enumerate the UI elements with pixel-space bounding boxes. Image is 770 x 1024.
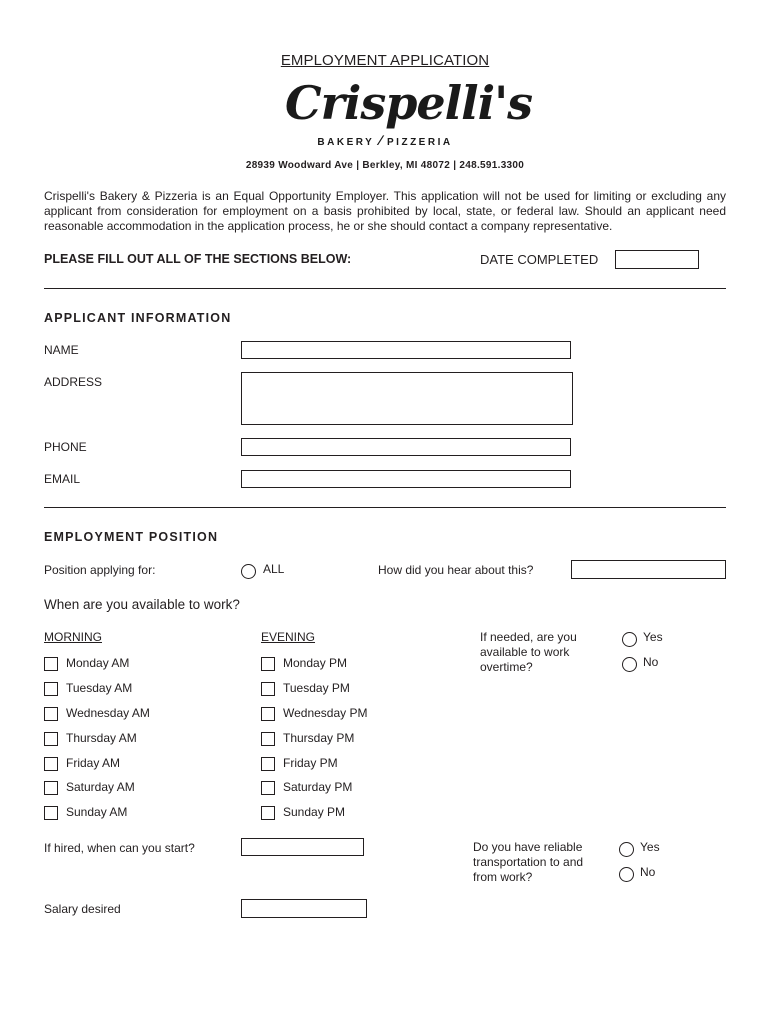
sunday-pm-checkbox[interactable] <box>261 806 275 820</box>
hear-about-label: How did you hear about this? <box>378 563 534 577</box>
sunday-am-label: Sunday AM <box>66 805 128 819</box>
availability-question: When are you available to work? <box>44 597 240 612</box>
transport-no-radio[interactable] <box>619 867 634 882</box>
wednesday-am-checkbox[interactable] <box>44 707 58 721</box>
divider <box>44 507 726 508</box>
thursday-am-checkbox[interactable] <box>44 732 58 746</box>
monday-am-checkbox[interactable] <box>44 657 58 671</box>
monday-pm-checkbox[interactable] <box>261 657 275 671</box>
overtime-no-radio[interactable] <box>622 657 637 672</box>
logo-sub-right: PIZZERIA <box>387 137 453 148</box>
transport-no-label: No <box>640 865 656 879</box>
logo-subtitle <box>285 132 485 148</box>
overtime-yes-radio[interactable] <box>622 632 637 647</box>
start-date-label: If hired, when can you start? <box>44 841 195 855</box>
transport-question <box>473 840 583 885</box>
date-completed-label: DATE COMPLETED <box>480 252 599 267</box>
all-position-label: ALL <box>263 562 285 576</box>
tuesday-am-checkbox[interactable] <box>44 682 58 696</box>
email-label: EMAIL <box>44 472 81 486</box>
address-label: ADDRESS <box>44 375 103 389</box>
evening-header: EVENING <box>261 630 316 644</box>
monday-am-label: Monday AM <box>66 656 130 670</box>
wednesday-pm-checkbox[interactable] <box>261 707 275 721</box>
company-logo <box>285 76 533 150</box>
position-applying-label: Position applying for: <box>44 563 156 577</box>
name-label: NAME <box>44 343 79 357</box>
intro-paragraph: Crispelli's Bakery & Pizzeria is an Equal Opportunity Employer. This application will not be used for limiting or excluding any applicant from consideration for employment on a basis prohibited by local, state, or federal law. Should an applicant need reasonable accommodation in the application process, he or she should contact a company representative. <box>44 189 726 233</box>
transport-yes-radio[interactable] <box>619 842 634 857</box>
friday-am-checkbox[interactable] <box>44 757 58 771</box>
thursday-am-label: Thursday AM <box>66 731 137 745</box>
page-title: EMPLOYMENT APPLICATION <box>280 52 490 69</box>
address-field[interactable] <box>241 372 573 425</box>
wednesday-am-label: Wednesday AM <box>66 706 150 720</box>
saturday-am-label: Saturday AM <box>66 780 135 794</box>
transport-question-line3: from work? <box>473 870 533 884</box>
name-field[interactable] <box>241 341 571 359</box>
phone-field[interactable] <box>241 438 571 456</box>
overtime-no-label: No <box>643 655 659 669</box>
thursday-pm-checkbox[interactable] <box>261 732 275 746</box>
thursday-pm-label: Thursday PM <box>283 731 355 745</box>
contact-line: 28939 Woodward Ave | Berkley, MI 48072 | 248.591.3300 <box>245 160 525 171</box>
overtime-question <box>480 630 577 675</box>
instructions-heading: PLEASE FILL OUT ALL OF THE SECTIONS BELOW: <box>44 252 352 266</box>
all-position-radio[interactable] <box>241 564 256 579</box>
tuesday-am-label: Tuesday AM <box>66 681 133 695</box>
logo-sub-left: BAKERY <box>317 137 375 148</box>
transport-question-line2: transportation to and <box>473 855 584 869</box>
saturday-am-checkbox[interactable] <box>44 781 58 795</box>
friday-am-label: Friday AM <box>66 756 121 770</box>
transport-yes-label: Yes <box>640 840 660 854</box>
tuesday-pm-checkbox[interactable] <box>261 682 275 696</box>
position-section-heading: EMPLOYMENT POSITION <box>44 530 219 544</box>
saturday-pm-checkbox[interactable] <box>261 781 275 795</box>
hear-about-field[interactable] <box>571 560 726 579</box>
salary-label: Salary desired <box>44 902 121 916</box>
overtime-question-line1: If needed, are you <box>480 630 577 644</box>
date-completed-field[interactable] <box>615 250 699 269</box>
divider <box>44 288 726 289</box>
sunday-pm-label: Sunday PM <box>283 805 346 819</box>
logo-wordmark: Crispelli's <box>285 76 533 130</box>
overtime-question-line3: overtime? <box>480 660 533 674</box>
saturday-pm-label: Saturday PM <box>283 780 353 794</box>
overtime-question-line2: available to work <box>480 645 570 659</box>
salary-field[interactable] <box>241 899 367 918</box>
applicant-section-heading: APPLICANT INFORMATION <box>44 311 232 325</box>
start-date-field[interactable] <box>241 838 364 856</box>
transport-question-line1: Do you have reliable <box>473 840 583 854</box>
logo-slash-icon: ∕ <box>379 132 382 148</box>
sunday-am-checkbox[interactable] <box>44 806 58 820</box>
wednesday-pm-label: Wednesday PM <box>283 706 368 720</box>
friday-pm-checkbox[interactable] <box>261 757 275 771</box>
friday-pm-label: Friday PM <box>283 756 338 770</box>
phone-label: PHONE <box>44 440 87 454</box>
monday-pm-label: Monday PM <box>283 656 348 670</box>
morning-header: MORNING <box>44 630 102 644</box>
overtime-yes-label: Yes <box>643 630 663 644</box>
tuesday-pm-label: Tuesday PM <box>283 681 350 695</box>
email-field[interactable] <box>241 470 571 488</box>
